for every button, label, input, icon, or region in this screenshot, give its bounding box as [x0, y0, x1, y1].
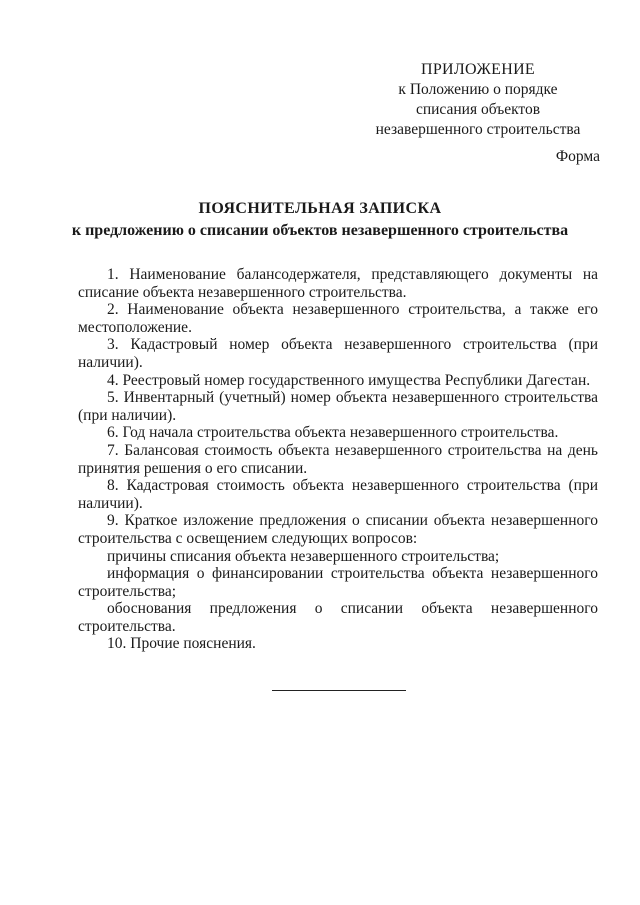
signature-line	[272, 690, 406, 691]
list-item: 10. Прочие пояснения.	[107, 635, 256, 653]
appendix-line: списания объектов	[415, 101, 541, 118]
form-label: Форма	[555, 148, 600, 165]
list-item: 9. Краткое изложение предложения о списании объекта незавершенного строительства с освещением следующих вопросов:	[78, 512, 598, 547]
list-item: 4. Реестровый номер государственного имущества Республики Дагестан.	[107, 371, 591, 389]
list-item: 8. Кадастровая стоимость объекта незавершенного строительства (при наличии).	[78, 477, 598, 512]
list-item: 3. Кадастровый номер объекта незавершенного строительства (при наличии).	[78, 336, 598, 371]
document-body	[78, 266, 598, 653]
list-item: 2. Наименование объекта незавершенного строительства, а также его местоположение.	[78, 301, 598, 336]
list-item: причины списания объекта незавершенного строительства;	[107, 547, 500, 565]
title-main: ПОЯСНИТЕЛЬНАЯ ЗАПИСКА	[198, 200, 442, 217]
appendix-line: незавершенного строительства	[375, 121, 581, 138]
list-item: информация о финансировании строительства объекта незавершенного строительства;	[78, 565, 598, 600]
appendix-line: к Положению о порядке	[398, 81, 558, 98]
appendix-header	[368, 60, 588, 140]
list-item: 5. Инвентарный (учетный) номер объекта незавершенного строительства (при наличии).	[78, 389, 598, 424]
list-item: 7. Балансовая стоимость объекта незавершенного строительства на день принятия решения о его списании.	[78, 441, 598, 477]
title-subtitle: к предложению о списании объектов незавершенного строительства	[71, 222, 569, 239]
document-title	[0, 198, 640, 242]
appendix-title: ПРИЛОЖЕНИЕ	[420, 61, 535, 78]
list-item: обоснования предложения о списании объекта незавершенного строительства.	[78, 600, 598, 635]
list-item: 1. Наименование балансодержателя, представляющего документы на списание объекта незавершенного строительства.	[78, 266, 598, 301]
list-item: 6. Год начала строительства объекта незавершенного строительства.	[107, 424, 559, 442]
